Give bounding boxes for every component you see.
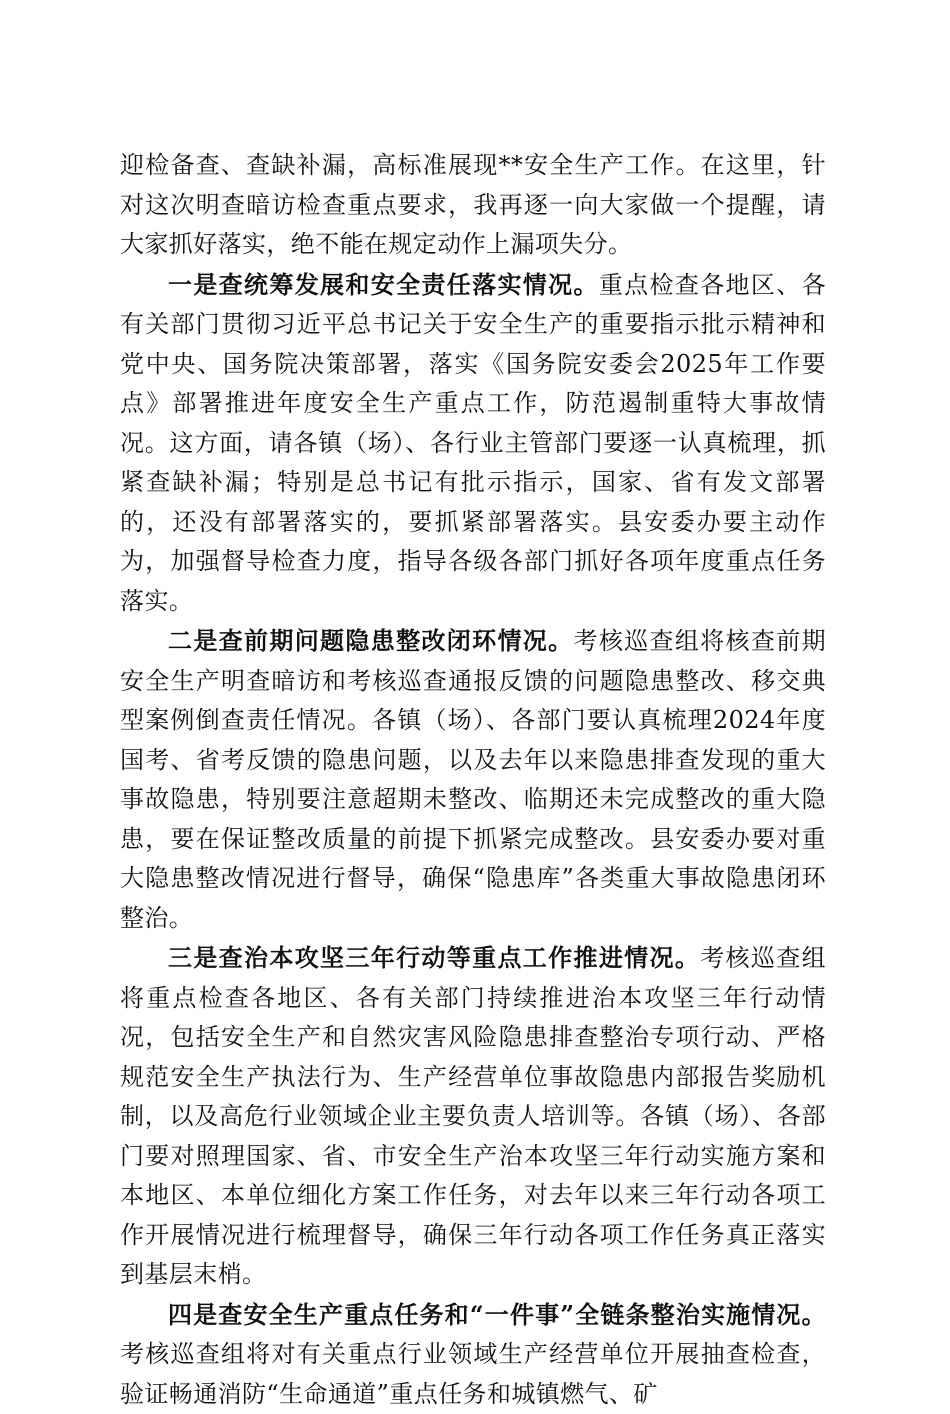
paragraph-item-3-text: 考核巡查组将重点检查各地区、各有关部门持续推进治本攻坚三年行动情况，包括安全生产和自然灾害风险隐患排查整治专项行动、严格规范安全生产执法行为、生产经营单位事故隐患内部报告奖励机制，以及高危行业领域企业主要负责人培训等。各镇（场）、各部门要对照理国家、省、市安全生产治本攻坚三年行动实施方案和本地区、本单位细化方案工作任务，对去年以来三年行动各项工作开展情况进行梳理督导，确保三年行动各项工作任务真正落实到基层末梢。 bbox=[120, 944, 826, 1288]
paragraph-item-1-heading: 一是查统筹发展和安全责任落实情况。 bbox=[168, 270, 599, 299]
paragraph-item-4-text: 考核巡查组将对有关重点行业领域生产经营单位开展抽查检查，验证畅通消防“生命通道”重点任务和城镇燃气、矿 bbox=[120, 1340, 826, 1408]
paragraph-intro-text: 迎检备查、查缺补漏，高标准展现**安全生产工作。在这里，针对这次明查暗访检查重点要求，我再逐一向大家做一个提醒，请大家抓好落实，绝不能在规定动作上漏项失分。 bbox=[120, 151, 826, 258]
paragraph-item-4-heading: 四是查安全生产重点任务和“一件事”全链条整治实施情况。 bbox=[168, 1300, 826, 1329]
paragraph-item-3 bbox=[120, 938, 826, 1295]
paragraph-item-3-heading: 三是查治本攻坚三年行动等重点工作推进情况。 bbox=[168, 943, 700, 972]
paragraph-intro bbox=[120, 146, 826, 265]
paragraph-item-1 bbox=[120, 265, 826, 622]
paragraph-item-4 bbox=[120, 1295, 826, 1414]
paragraph-item-2 bbox=[120, 621, 826, 938]
document-page bbox=[120, 146, 826, 1414]
paragraph-item-2-text: 考核巡查组将核查前期安全生产明查暗访和考核巡查通报反馈的问题隐患整改、移交典型案例倒查责任情况。各镇（场）、各部门要认真梳理2024年度国考、省考反馈的隐患问题，以及去年以来隐患排查发现的重大事故隐患，特别要注意超期未整改、临期还未完成整改的重大隐患，要在保证整改质量的前提下抓紧完成整改。县安委办要对重大隐患整改情况进行督导，确保“隐患库”各类重大事故隐患闭环整治。 bbox=[120, 627, 826, 932]
paragraph-item-2-heading: 二是查前期问题隐患整改闭环情况。 bbox=[168, 626, 574, 655]
paragraph-item-1-text: 重点检查各地区、各有关部门贯彻习近平总书记关于安全生产的重要指示批示精神和党中央、国务院决策部署，落实《国务院安委会2025年工作要点》部署推进年度安全生产重点工作，防范遏制重特大事故情况。这方面，请各镇（场）、各行业主管部门要逐一认真梳理，抓紧查缺补漏；特别是总书记有批示指示，国家、省有发文部署的，还没有部署落实的，要抓紧部署落实。县安委办要主动作为，加强督导检查力度，指导各级各部门抓好各项年度重点任务落实。 bbox=[120, 271, 826, 615]
